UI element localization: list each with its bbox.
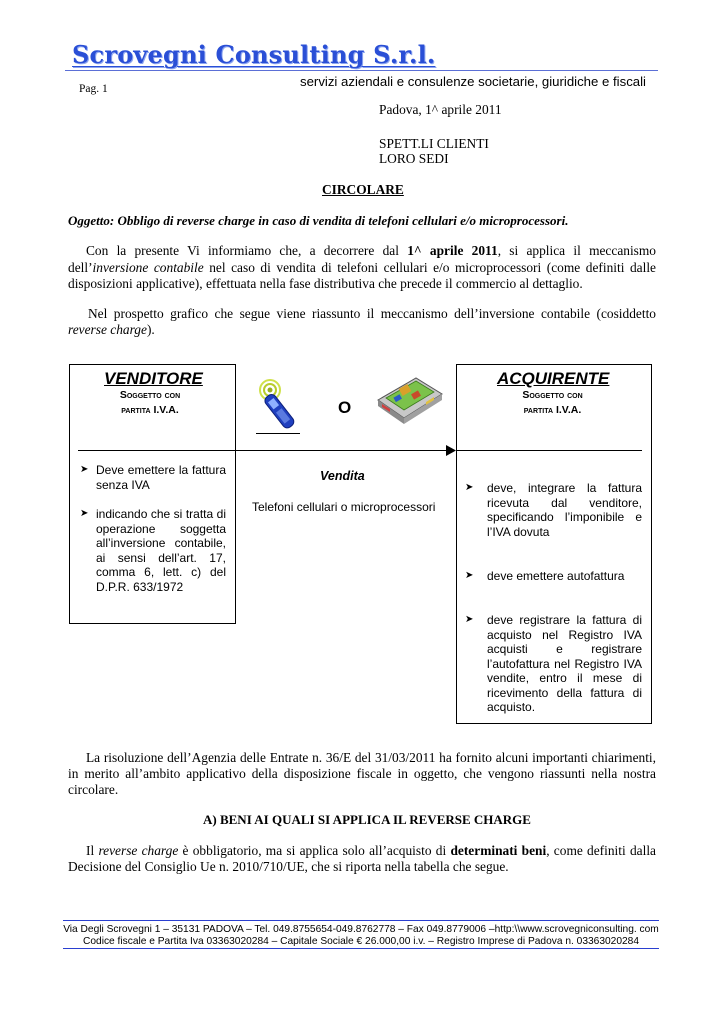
phone-underline	[256, 433, 300, 434]
buyer-item-1: ➤ deve, integrare la fattura ricevuta dal venditore, specificando l’imponibile e l’IVA dovuta	[465, 481, 642, 539]
para1-line1: Con la presente Vi informiamo che, a decorrere dal 1^ aprile 2011, si applica il meccanismo	[86, 243, 656, 258]
buyer-title: ACQUIRENTE	[497, 369, 610, 388]
circular-heading: CIRCOLARE	[322, 182, 404, 197]
seller-subtitle-1: Soggetto con	[119, 389, 181, 401]
para3-line3: circolare.	[68, 782, 119, 797]
para2-line2: reverse charge).	[68, 322, 155, 337]
para3-line2: in merito all’ambito applicativo della disposizione fiscale in oggetto, che vengono riassunti nella nostra	[68, 766, 656, 781]
seller-item-2: ➤ indicando che si tratta di operazione soggetta all’inversione contabile, ai sensi dell’art. 17, comma 6, lett. c) del D.P.R. 633/1972	[80, 507, 226, 594]
company-subtitle: servizi aziendali e consulenze societarie, giuridiche e fiscali	[300, 74, 646, 89]
letter-date: Padova, 1^ aprile 2011	[379, 102, 502, 117]
para4-line2: Decisione del Consiglio Ue n. 2010/710/UE, che si riporta nella tabella che segue.	[68, 859, 509, 874]
para1-line3: disposizioni applicative), effettuata nella fase distributiva che precede il commercio al dettaglio.	[68, 276, 583, 291]
seller-subtitle-2: partita I.V.A.	[121, 404, 179, 416]
arrow-head-icon	[446, 445, 456, 456]
header-rule	[65, 70, 658, 71]
buyer-item-3: ➤ deve registrare la fattura di acquisto nel Registro IVA acquisti e registrare l’autofattura nel Registro IVA vendite, entro il mese di ricevimento della fattura di acquisto.	[465, 613, 642, 714]
company-name: Scrovegni Consulting S.r.l.	[72, 40, 436, 69]
footer-rule-top	[63, 920, 659, 921]
footer-address: Via Degli Scrovegni 1 – 35131 PADOVA – Tel. 049.8755654-049.8762778 – Fax 049.8779006 –http:\\www.scrovegniconsulting. com	[63, 924, 659, 935]
buyer-divider	[456, 450, 642, 451]
page-number: Pag. 1	[79, 83, 108, 95]
recipient-line-2: LORO SEDI	[379, 151, 449, 166]
subject-line: Oggetto: Obbligo di reverse charge in caso di vendita di telefoni cellulari e/o microprocessori.	[68, 213, 569, 228]
section-a-heading: A) BENI AI QUALI SI APPLICA IL REVERSE CHARGE	[203, 812, 531, 827]
para1-line2: dell’inversione contabile nel caso di vendita di telefoni cellulari e/o microprocessori (come definiti dalle	[68, 260, 656, 275]
microprocessor-board-icon	[372, 374, 446, 426]
sale-label: Vendita	[320, 469, 365, 483]
buyer-subtitle-1: Soggetto con	[522, 389, 583, 401]
seller-title: VENDITORE	[104, 369, 203, 388]
footer-registry: Codice fiscale e Partita Iva 03363020284 – Capitale Sociale € 26.000,00 i.v. – Registro Imprese di Padova n. 03363020284	[83, 936, 639, 947]
para3-line1: La risoluzione dell’Agenzia delle Entrate n. 36/E del 31/03/2011 ha fornito alcuni importanti chiarimenti,	[86, 750, 656, 765]
footer-rule-bottom	[63, 948, 659, 949]
sale-arrow-line	[78, 450, 448, 451]
goods-label: Telefoni cellulari o microprocessori	[252, 500, 436, 514]
or-label: O	[338, 398, 352, 417]
para4-line1: Il reverse charge è obbligatorio, ma si applica solo all’acquisto di determinati beni, come definiti dalla	[86, 843, 656, 858]
mobile-phone-icon	[252, 376, 302, 434]
buyer-subtitle-2: partita I.V.A.	[523, 404, 582, 416]
para2-line1: Nel prospetto grafico che segue viene riassunto il meccanismo dell’inversione contabile (cosiddetto	[88, 306, 656, 321]
seller-item-1: ➤ Deve emettere la fattura senza IVA	[80, 463, 226, 492]
recipient-line-1: SPETT.LI CLIENTI	[379, 136, 489, 151]
buyer-item-2: ➤ deve emettere autofattura	[465, 569, 625, 583]
